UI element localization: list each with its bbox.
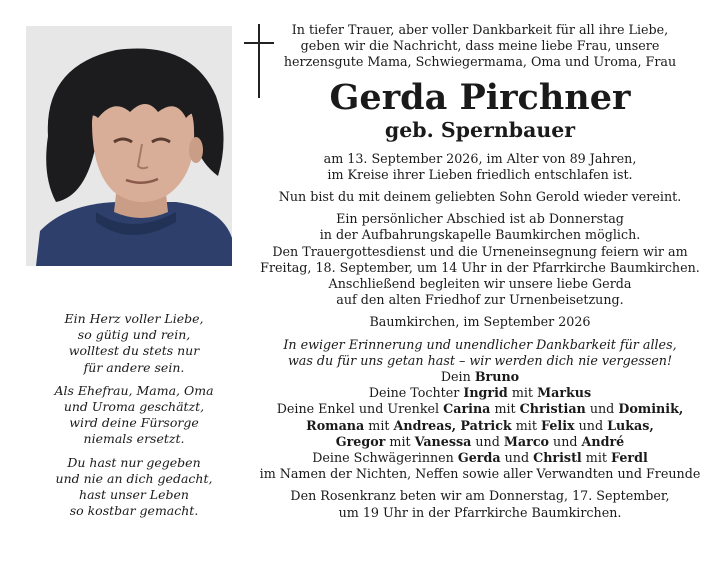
rosary-info: Den Rosenkranz beten wir am Donnerstag, 17. September, um 19 Uhr in der Pfarrkirche Baumkirchen. [290,488,670,520]
portrait-illustration [26,26,232,266]
memorial-poem [24,311,244,526]
mourner-line: Deine Enkel und Urenkel Carina mit Christian und Dominik, [276,401,684,417]
poem-stanza: Ein Herz voller Liebe, so gütig und rein, wolltest du stets nur für andere sein. [64,311,204,375]
mourner-line: Dein Bruno [440,369,520,385]
poem-stanza: Du hast nur gegeben und nie an dich gedacht, hast unser Leben so kostbar gemacht. [55,454,213,519]
deceased-name: Gerda Pirchner [329,76,631,118]
portrait-photo [26,26,232,266]
mourner-line: Deine Tochter Ingrid mit Markus [368,385,592,401]
mourner-line: Gregor mit Vanessa und Marco und André [335,433,625,449]
intro-text: In tiefer Trauer, aber voller Dankbarkeit für all ihre Liebe, geben wir die Nachricht, dass meine liebe Frau, unsere herzensgute Mama, Schwiegermama, Oma und Uroma, Frau [283,22,677,70]
death-notice: am 13. September 2026, im Alter von 89 Jahren, im Kreise ihrer Lieben friedlich entschlafen ist. [323,150,637,182]
place-date: Baumkirchen, im September 2026 [369,314,591,330]
reunited-text: Nun bist du mit deinem geliebten Sohn Gerold wieder vereint. [278,189,682,205]
mourner-line: im Namen der Nichten, Neffen sowie aller Verwandten und Freunde [259,466,701,482]
obituary-text [250,22,710,521]
mourner-line: Deine Schwägerinnen Gerda und Christl mit Ferdl [312,450,648,466]
memory-text: In ewiger Erinnerung und unendlicher Dankbarkeit für alles, was du für uns getan hast – wir werden dich nie vergessen! [283,336,677,368]
farewell-info: Ein persönlicher Abschied ist ab Donnerstag in der Aufbahrungskapelle Baumkirchen möglich. Den Trauergottesdienst und die Urneneinsegnung feiern wir am Freitag, 18. September, um 14 Uhr in der Pfarrkirche Baumkirchen. Anschließend begleiten wir unsere liebe Gerda auf den alten Friedhof zur Urnenbeisetzung. [260,211,700,308]
mourners-list [250,369,710,482]
mourner-line: Romana mit Andreas, Patrick mit Felix und Lukas, [306,417,654,433]
poem-stanza: Als Ehefrau, Mama, Oma und Uroma geschätzt, wird deine Fürsorge niemals ersetzt. [54,382,214,447]
maiden-name: geb. Spernbauer [384,117,576,142]
